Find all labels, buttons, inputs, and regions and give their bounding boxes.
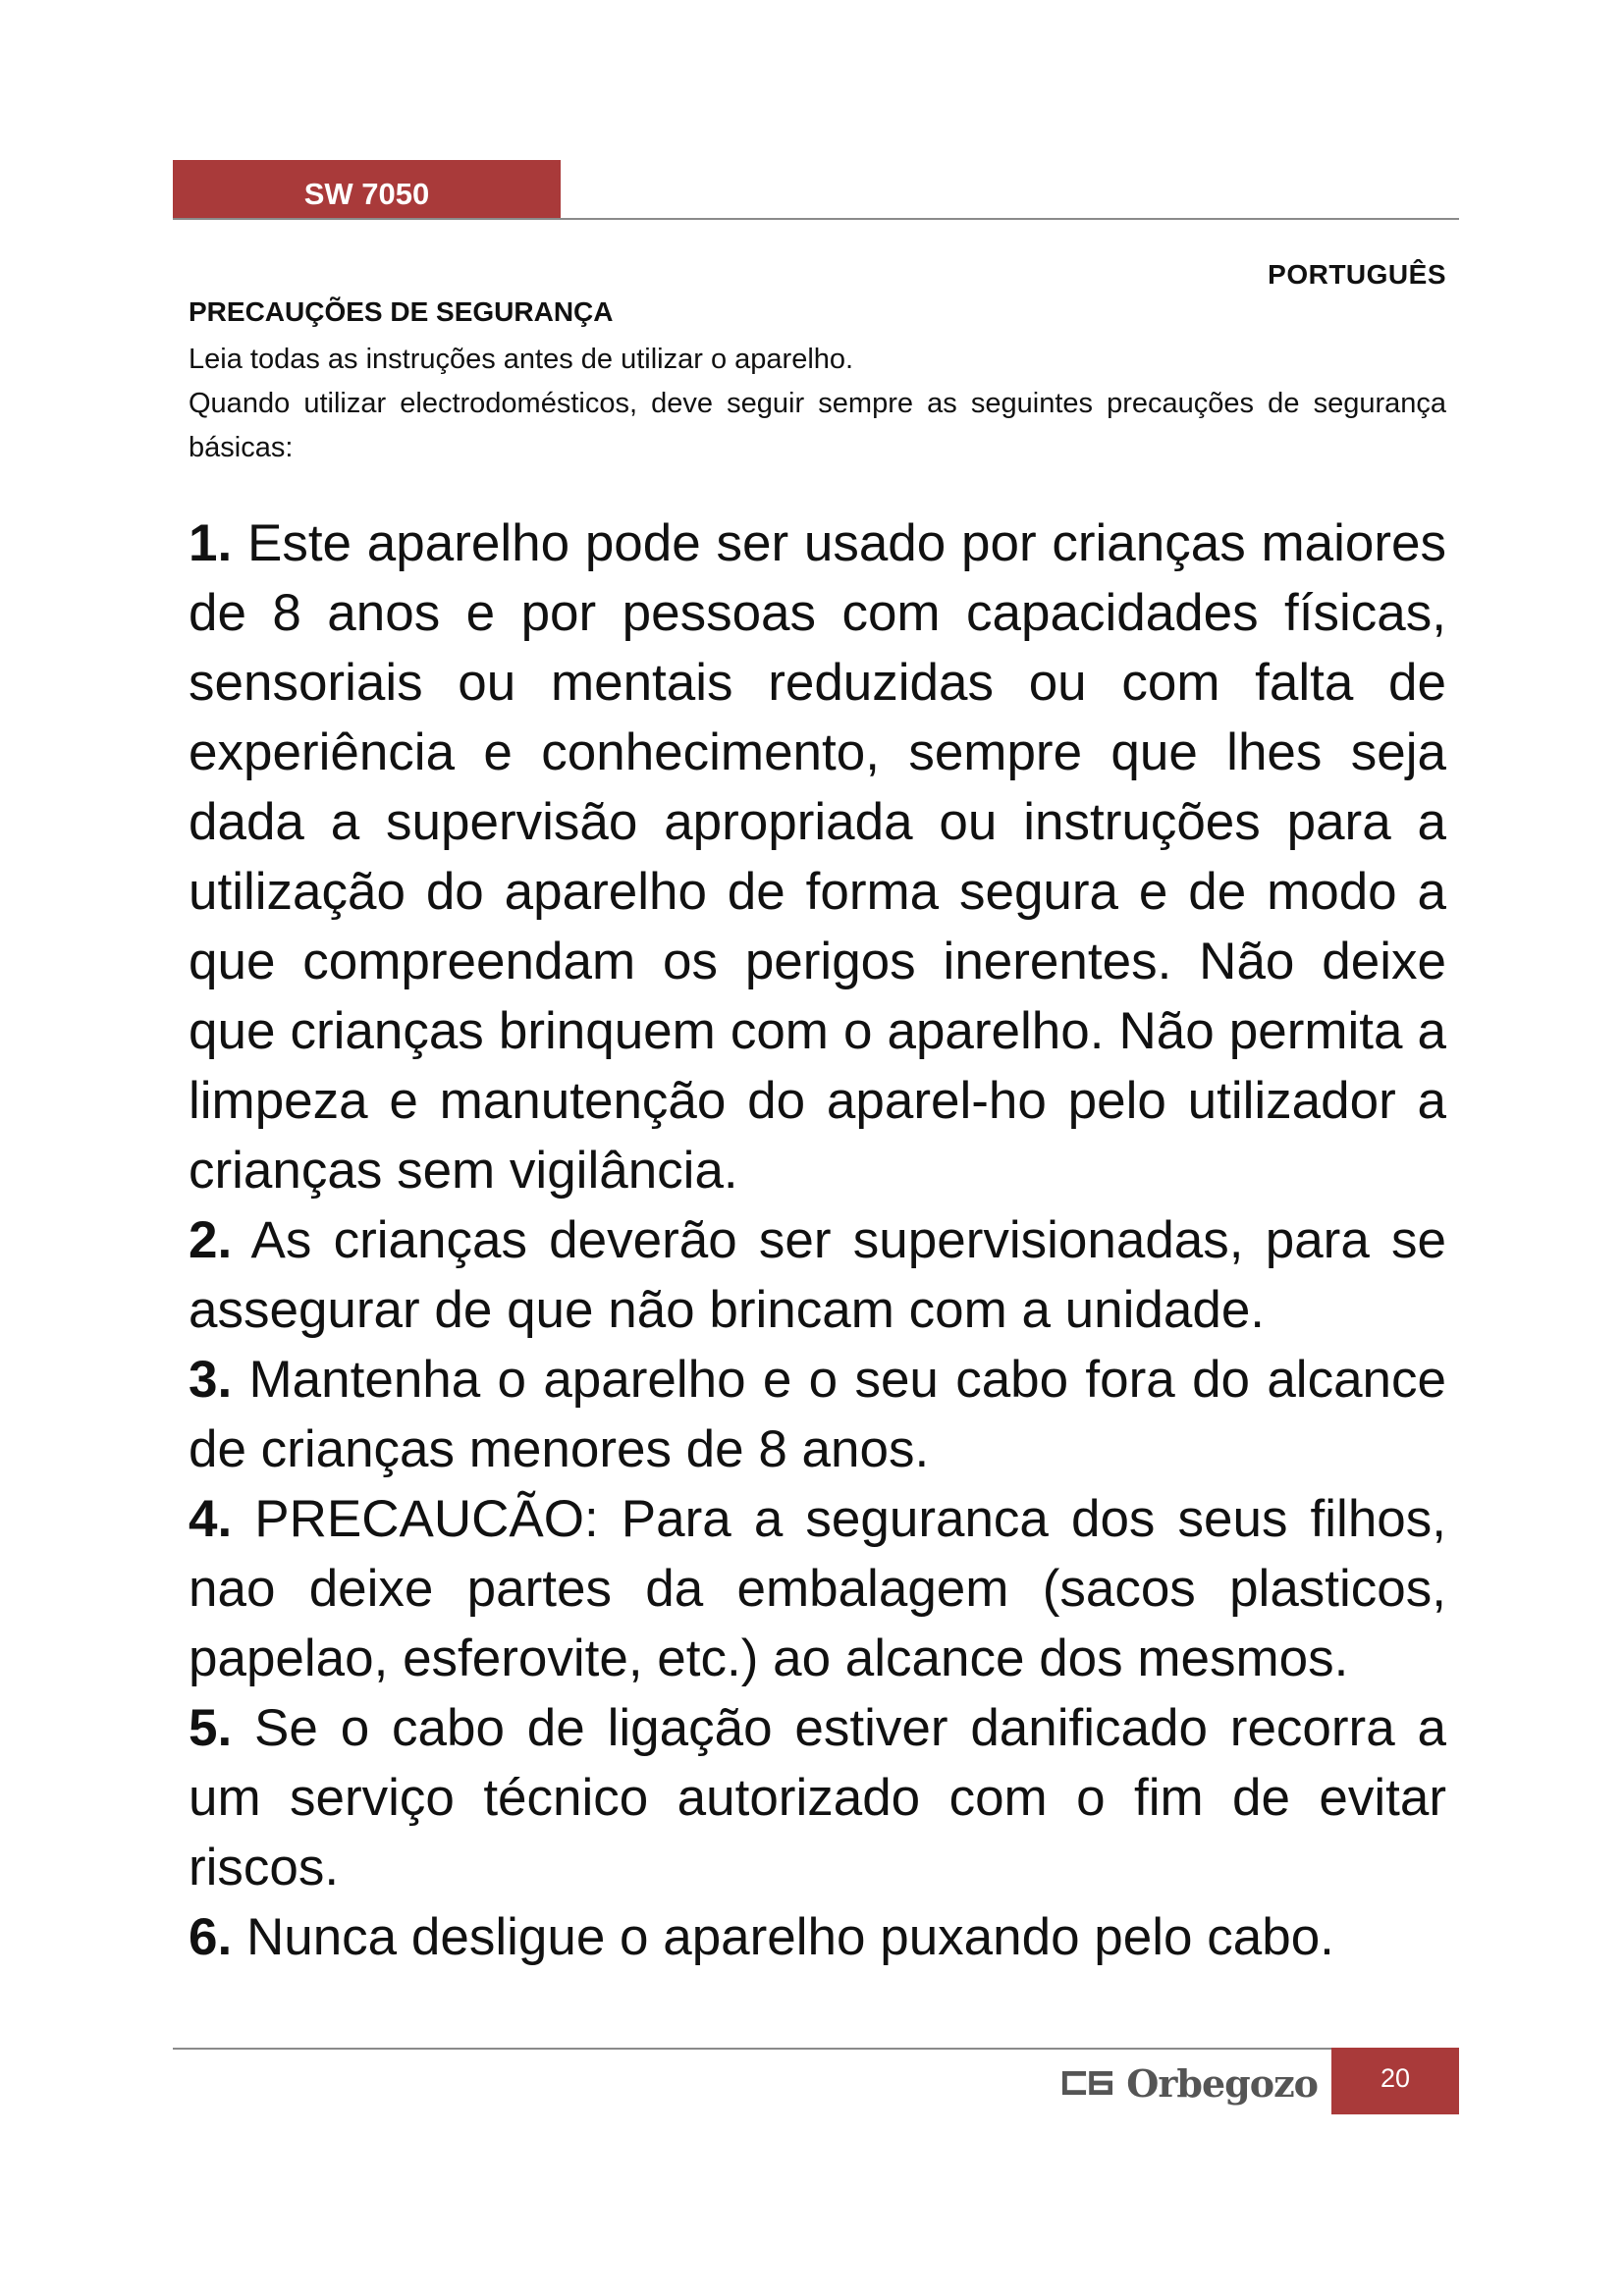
item-number: 6. [189, 1908, 233, 1966]
item-text: Mantenha o aparelho e o seu cabo fora do alcance de crianças menores de 8 anos. [189, 1351, 1446, 1478]
brand-wordmark: Orbegozo [1126, 2060, 1318, 2106]
list-item [189, 1205, 1446, 1345]
item-text: As crianças deverão ser supervisionadas, para se assegurar de que não brincam com a unidade. [189, 1211, 1446, 1339]
item-text: Nunca desligue o aparelho puxando pelo cabo. [245, 1908, 1334, 1966]
page-number-box [1331, 2048, 1459, 2114]
brand-logo [1062, 2058, 1318, 2108]
item-number: 4. [189, 1490, 233, 1548]
list-item [189, 1902, 1446, 1972]
intro-line: Quando utilizar electrodomésticos, deve seguir sempre as seguintes precauções de segurança básicas: [189, 388, 1446, 463]
footer-divider [173, 2048, 1459, 2050]
intro-text [189, 338, 1446, 470]
item-text: PRECAUCÃO: Para a seguranca dos seus filhos, nao deixe partes da embalagem (sacos plasticos, papelao, esferovite, etc.) ao alcance dos mesmos. [189, 1490, 1446, 1687]
intro-line: Leia todas as instruções antes de utilizar o aparelho. [189, 344, 854, 375]
list-item [189, 1693, 1446, 1902]
brand-mark-icon [1062, 2066, 1112, 2100]
item-number: 2. [189, 1211, 233, 1269]
model-tab [173, 160, 561, 219]
header-divider [173, 218, 1459, 220]
list-item [189, 1345, 1446, 1484]
item-number: 3. [189, 1351, 233, 1409]
item-text: Este aparelho pode ser usado por crianças maiores de 8 anos e por pessoas com capacidades físicas, sensoriais ou mentais reduzidas ou com falta de experiência e conhecimento, sempre que lhes seja dada a supervisão apropriada ou instruções para a utilização do aparelho de forma segura e de modo a que compreendam os perigos inerentes. Não deixe que crianças brinquem com o aparelho. Não permita a limpeza e manutenção do aparel-ho pelo utilizador a crianças sem vigilância. [189, 514, 1446, 1200]
item-number: 5. [189, 1699, 233, 1757]
item-text: Se o cabo de ligação estiver danificado recorra a um serviço técnico autorizado com o fim de evitar riscos. [189, 1699, 1446, 1896]
model-label: SW 7050 [303, 177, 430, 211]
item-number: 1. [189, 514, 233, 572]
safety-list [189, 508, 1446, 1972]
section-title: PRECAUÇÕES DE SEGURANÇA [189, 296, 614, 327]
list-item [189, 508, 1446, 1205]
language-label: PORTUGUÊS [1268, 259, 1446, 290]
page-number: 20 [1380, 2063, 1411, 2093]
list-item [189, 1484, 1446, 1693]
